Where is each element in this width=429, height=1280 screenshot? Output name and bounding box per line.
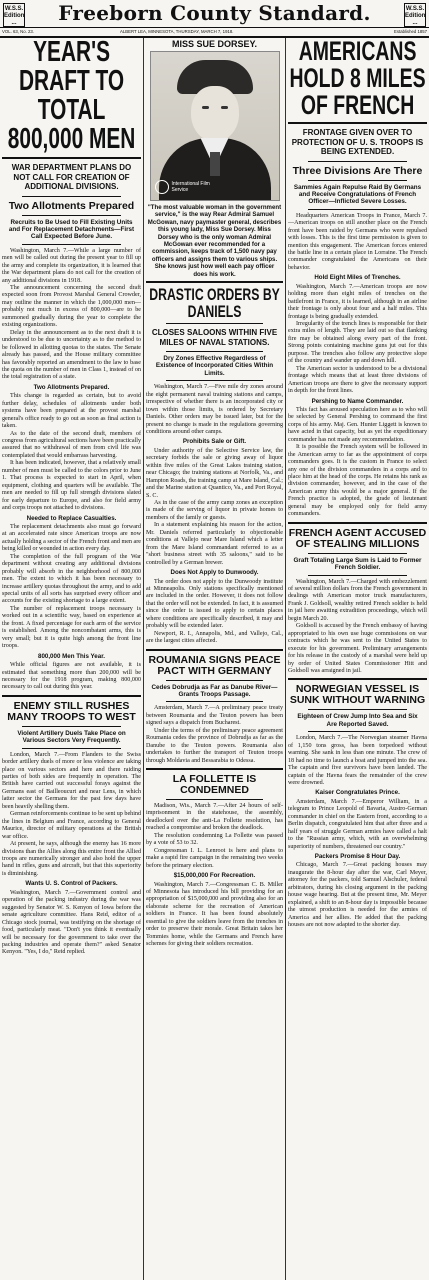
eye-shape <box>221 106 228 109</box>
paragraph: Delay in the announcement as to the next draft it is understood to be due to uncertainty as to the method to be followed in allotting quotas to the states. The Senate already has passed, and the House military committee has favorably reported an amendment to the law to base the quota on the number of men in Class 1, instead of on the total registration of a state. <box>2 329 141 381</box>
right-ear-line: Edition <box>405 13 426 19</box>
paragraph: Washington, March 7.—While a large number of men will be called out during the present year to fill up the army and complete its organization, it is learned that the War department plans do not call for the creation of any additional divisions in 1918. <box>2 247 141 284</box>
minor-heading: Prohibits Sale or Gift. <box>182 438 247 446</box>
headline-roumania: ROUMANIA SIGNS PEACE PACT WITH GERMANY <box>148 653 281 677</box>
column-3 <box>288 38 427 1280</box>
divider <box>308 553 407 554</box>
article-french-agent <box>288 579 427 676</box>
subdeck-sammies: Sammies Again Repulse Raid By Germans and Receive Congratulations of French Officer—Inflicted Severe Losses. <box>293 183 422 206</box>
paragraph: Goldsoll is accused by the French embassy of having appropriated to his own use huge commissions on war contracts which he was sent to the United States to execute for his government. Preliminary arrangements for his release in the custody of a marshal were held up by order of United States Commissioner Hitt and Goldsoll was arraigned in jail. <box>288 623 427 674</box>
paragraph: London, March 7.—From Flanders to the Swiss border artillery duels of more or less violence are taking place on various sectors and here and there raiding parties of both sides are frequently in operation. The British have carried out successful forays against the Germans east of Bailleoucurt and near Lens, in which latter sector the Germans for the past few days have been heavily shelling them. <box>2 751 141 810</box>
divider <box>166 380 263 381</box>
subdeck-dry-zones: Dry Zones Effective Regardless of Existence of Incorporated Cities Within Limits. <box>155 355 274 377</box>
photo-credit <box>155 180 218 194</box>
divider <box>22 748 121 749</box>
paragraph: Under authority of the Selective Service law, the secretary forbids the sale or giving away of liquor within five miles of the Great Lakes training station, near Chicago; the training stations at Norfolk, Va., and Hampton Roads, the training camp at Mare Island, Cal.; and the Marine station at Quantico, Va., and Port Royal, S. C. <box>146 447 283 499</box>
globe-icon <box>155 180 169 194</box>
deck-frontage: FRONTAGE GIVEN OVER TO PROTECTION OF U. S. TROOPS IS BEING EXTENDED. <box>291 128 424 156</box>
masthead <box>0 0 429 36</box>
paragraph: This fact has aroused speculation here as to who will be selected by General Pershing to command the first corps of his army. Maj. Gen. Hunter Liggett is known to have acted in that capacity, but as yet the expeditionary commander has not made any recommendation. <box>288 406 427 443</box>
paragraph: As to the date of the second draft, members of congress from agricultural sections have been practically assured that no withdrawal of men from civil life was contemplated that would embarrass harvesting. <box>2 430 141 459</box>
article-americans <box>288 213 427 519</box>
headline-americans: AMERICANS HOLD 8 MILES OF FRENCH <box>289 38 426 120</box>
newspaper-title: Freeborn County Standard. <box>58 1 371 25</box>
paragraph: Amsterdam, March 7.—Emperor William, in a telegram to Prince Leopold of Bavaria, Austro-German commander in chief on the Eastern front, according to a Berlin dispatch, congratulated him that after three and a half years of struggle German armies have called a halt to the "Russian army, which, with an overwhelming superiority of numbers, threatened our country." <box>288 798 427 850</box>
article-roumania <box>146 705 283 765</box>
left-ear-line: Edition <box>4 13 25 19</box>
divider <box>166 680 263 681</box>
photo-caption: "The most valuable woman in the government service," is the way Rear Admiral Samuel McGowan, navy paymaster general, describes this young lady, Miss Sue Dorsey. Miss Dorsey who is the only woman Admiral McGowan ever recommended for a commission, keeps track of 1,500 navy pay officers and assigns them to various ships. She knows just how well each pay officer does his work. <box>147 204 282 278</box>
paragraph: In a statement explaining his reason for the action, Mr. Daniels referred particularly to objectionable conditions at Vallejo near Mare Island which a letter from the Mare Island commandant referred to as a "short business street with 35 saloons," said to be controlled by a German brewer. <box>146 522 283 566</box>
paragraph: While official figures are not available, it is estimated that something more than 200,000 will be necessary for the 1918 program, making 800,000 necessary to call out during this year. <box>2 662 141 691</box>
divider <box>2 157 141 159</box>
subhead-divisions: Three Divisions Are There <box>292 164 423 177</box>
portrait-photo <box>150 51 280 201</box>
deck-saloons: CLOSES SALOONS WITHIN FIVE MILES OF NAVAL STATIONS. <box>151 328 278 347</box>
eye-shape <box>202 106 209 109</box>
paragraph: This change is regarded as certain, but to avoid further delay, schedules of allotments under both systems have been prepared at the provost marshal general's office ready to go out as soon as final action is taken. <box>2 393 141 430</box>
headline-norwegian-vessel: NORWEGIAN VESSEL IS SUNK WITHOUT WARNING <box>289 683 426 707</box>
paragraph: The order does not apply to the Dunwoody institute at Minneapolis. Only stations specifically mentioned are included in the order. However, it does not follow that the order will not be extended. In fact, it is assumed since the order is issued to apply to certain places where conditions are specifically described, it may and probably will be extended later. <box>146 578 283 630</box>
divider <box>308 209 407 210</box>
tie-shape <box>210 152 220 176</box>
minor-heading: Two Allotments Prepared. <box>33 383 110 391</box>
divider <box>22 244 121 245</box>
paragraph: The American sector is understood to be a divisional frontage which means that at least three divisions of American troops are there to give the necessary support in depth for the front lines. <box>288 365 427 395</box>
divider <box>288 678 427 680</box>
article-norwegian-vessel <box>288 735 427 929</box>
minor-heading: Pershing to Name Commander. <box>311 397 404 405</box>
place-and-date: ALBERT LEA, MINNESOTA, THURSDAY, MARCH 7, 1918. <box>120 29 234 34</box>
right-ear-line: W.S.S. <box>405 6 425 12</box>
subhead-allotments: Two Allotments Prepared <box>8 199 135 212</box>
headline-daniels: DRASTIC ORDERS BY DANIELS <box>149 285 280 322</box>
deck-dobrudja: Cedes Dobrudja as Far as Danube River—Grants Troops Passage. <box>151 683 278 698</box>
established-year: Established 1857 <box>394 29 427 34</box>
right-ear-box <box>404 3 426 27</box>
minor-heading: Packers Promise 8 Hour Day. <box>314 853 401 861</box>
divider <box>308 161 407 162</box>
paragraph: Under the terms of the preliminary peace agreement Roumania cedes the province of Dobrudja as far as the Danube to the Teuton powers. Roumania also undertakes to further the transport of Teuton troops through Moldavia and Bessarabia to Odessa. <box>146 727 283 764</box>
minor-heading: Wants U. S. Control of Packers. <box>25 880 118 888</box>
divider <box>308 575 407 576</box>
paragraph: Washington, March 7.—Congressman C. B. Miller of Minnesota has introduced his bill providing for an appropriation of $15,000,000 and providing also for an elaborate scheme for the recreation of American soldiers in France. It has been found absolutely essential to give the soldiers leave from the trenches in order to preserve their morale. Great Britain takes her Tommies home, while the Germans and French have schemes for giving their soldiers recreation. <box>146 881 283 948</box>
volume-number: VOL. 63, No. 23. <box>2 29 35 34</box>
headline-enemy-troops: ENEMY STILL RUSHES MANY TROOPS TO WEST <box>7 699 136 723</box>
deck-crew: Eighteen of Crew Jump Into Sea and Six Are Reported Saved. <box>297 713 418 728</box>
article-daniels <box>146 384 283 645</box>
divider <box>146 768 283 770</box>
divider <box>22 196 121 197</box>
paragraph: As in the case of the army camp zones an exception is made of the serving of liquor in private homes to members of the family or guests. <box>146 500 283 521</box>
minor-heading: $15,000,000 For Recreation. <box>173 872 256 880</box>
left-ear-box <box>3 3 25 27</box>
divider <box>146 281 283 283</box>
photo-credit-text: International Film Service <box>171 181 210 193</box>
paragraph: German reinforcements continue to be sent up behind the lines in Belgium and France, according to General Maurice, director of military operations at the British war office. <box>2 811 141 840</box>
article-draft <box>2 248 141 692</box>
deck-draft: WAR DEPARTMENT PLANS DO NOT CALL FOR CREATION OF ADDITIONAL DIVISIONS. <box>11 163 132 191</box>
divider <box>166 799 263 800</box>
paragraph: Irregularity of the trench lines is responsible for their extra miles of length. They are laid out so that flanking fire may be obtained along every part of the front. Strong points containing machine guns jut out for this purpose. The trenches also follow any protective slope of the country and wander up and down hill. <box>288 321 427 365</box>
paragraph: Congressman I. L. Lenroot is here and plans to make a rapid fire campaign in the remaining two weeks before the primary election. <box>146 847 283 869</box>
paragraph: At present, he says, although the enemy has 16 more divisions than the Allies along this entire front the Allied troops are numerically stronger and also hold the upper hand in rifles, guns and aircraft, but that this superiority is diminishing. <box>2 841 141 877</box>
minor-heading: Does Not Apply to Dunwoody. <box>170 569 259 577</box>
article-enemy-troops <box>2 752 141 957</box>
divider <box>308 180 407 181</box>
dateline-bar <box>0 27 429 38</box>
right-ear-line: ... <box>412 20 418 26</box>
paragraph: The resolution condemning La Follette was passed by a vote of 53 to 32. <box>146 832 283 847</box>
minor-heading: Hold Eight Miles of Trenches. <box>314 274 401 282</box>
headline-la-follette: LA FOLLETTE IS CONDEMNED <box>172 773 257 797</box>
deck-graft: Graft Totaling Large Sum is Laid to Former French Soldier. <box>293 556 422 572</box>
divider <box>288 522 427 524</box>
paragraph: The completion of the full program of the War department without creating any additional divisions probably will absorb in the neighborhood of 800,000 men. The extent to which it has been necessary to increase artillery quotas throughout the army, and to add special units of all sorts has surprised every officer and accounts for the existing shortage to a large extent. <box>2 553 141 605</box>
divider <box>22 215 121 216</box>
minor-heading: Kaiser Congratulates Prince. <box>315 789 400 797</box>
paragraph: London, March 7.—The Norwegian steamer Havna of 1,150 tons gross, has been torpedoed without warning. She sank in less than one minute. The crew of 18 had no time to launch a boat and jumped into the sea. The captain and five survivors have been landed. The captain of the Havna fears the remainder of the crew were drowned. <box>288 735 427 786</box>
divider <box>166 351 263 352</box>
headline-draft: YEAR'S DRAFT TO TOTAL 800,000 MEN <box>7 38 136 155</box>
paragraph: Madison, Wis., March 7.—After 24 hours of self-imprisonment in the statehouse, the assembly, deadlocked over the anti-La Follette resolution, has reached a compromise and broken the deadlock. <box>146 803 283 832</box>
paragraph: Chicago, March 7.—Great packing houses may inaugurate the 8-hour day after the war, Carl Meyer, attorney for the packers, told Samuel Alschuler, federal arbitrators, during his closing argument in the packing house wage hearing. But at the present time, Mr. Meyer explained, a shift to an 8-hour day is impossible because the utmost production is needed for the armies of America and her allies. He added that the packing houses are not now adapted to the shorter day. <box>288 862 427 929</box>
paragraph: It is possible the French system will be followed in the American army to far as the appointment of corps commanders goes. It is the custom in France to select any one of the division commanders in a corps and to place him at the head of the corps. He retains his rank as division commander, however, and in the case of the American army this would be a major general. If the French practice is adopted, the grade of lieutenant general may be employed only for field army commanders. <box>288 444 427 518</box>
article-la-follette <box>146 803 283 949</box>
paragraph: Washington, March 7.—Five mile dry zones around the eight permanent naval training stations and camps, irrespective of whether there is an incorporated city or town within those limits, is ordered by Secretary Daniels. Other orders may be issued later, but for the present no change is made in the regulations governing conditions around other camps. <box>146 384 283 435</box>
divider <box>22 726 121 727</box>
divider <box>308 709 407 710</box>
column-rule <box>143 38 144 1280</box>
left-ear-line: W.S.S. <box>4 6 24 12</box>
photo-label: MISS SUE DORSEY. <box>171 39 258 49</box>
headline-french-agent: FRENCH AGENT ACCUSED OF STEALING MILLIONS <box>288 526 427 550</box>
divider <box>166 323 263 324</box>
divider <box>166 701 263 702</box>
paragraph: It has been indicated, however, that a relatively small number of men must be called to the colors prior to June 1. That process is expected to start in April, when equipment, clothing and quarters will be available. The men are needed to fill up full strength divisions slated for early departure to Europe, and also for field army and corps troops not attached to divisions. <box>2 460 141 512</box>
divider <box>146 649 283 651</box>
divider <box>288 122 427 124</box>
paragraph: The replacement detachments also must go forward at an accelerated rate since American troops are now actually holding a sector of the French front and men are being killed or wounded in action every day. <box>2 523 141 553</box>
paragraph: The announcement concerning the second draft expected soon from Provost Marshal General Crowder, may outline the manner in which the 1,000,000 men—probably not much in excess of 800,000—are to be summoned gradually during the year to complete the existing organizations. <box>2 284 141 329</box>
paragraph: Washington, March 7.—Government control and operation of the packing industry during the war was suggested by Senator W. S. Kenyon of Iowa before the senate agriculture committee. Hans Reid, editor of a Chicago stock journal, was testifying on the shortage of food, particularly meat. "Don't you think it eventually will be necessary for the government to take over the packing industries and operate them?" asked Senator Kenyon. "Yes, I do," Reid replied. <box>2 889 141 956</box>
left-ear-line: ... <box>11 20 17 26</box>
paragraph: The number of replacement troops necessary is worked out in a scientific way, based on experience at the front. A fixed percentage for each arm of the service is established. Among the noncombatant arms, this is very small; but it is quite high among the front line troops. <box>2 605 141 650</box>
column-2 <box>146 38 283 1280</box>
minor-heading: 800,000 Men This Year. <box>38 652 105 660</box>
divider <box>308 731 407 732</box>
paragraph: Washington, March 7.—American troops are now holding more than eight miles of trenches on the battlefront in France, it is learned, although in an airline their frontage is only about four and a half miles. This frontage is being gradually extended. <box>288 283 427 320</box>
subdeck-recruits: Recruits to Be Used to Fill Existing Units and For Replacement Detachments—First Call Expected Before June. <box>8 218 135 241</box>
minor-heading: Needed to Replace Casualties. <box>26 514 117 522</box>
paragraph: Headquarters American Troops in France, March 7.—American troops on still another place on the French front have been raided by Germans who were repulsed with losses. This is the first time permission is given to mention this engagement. The American forces entered the battle line in a certain place in Lorraine. The French commander congratulated the Americans on their behavior. <box>288 212 427 271</box>
paragraph: Newport, R. I., Annapolis, Md., and Vallejo, Cal., are the largest cities affected. <box>146 630 283 645</box>
paragraph: Washington, March 7.—Charged with embezzlement of several million dollars from the French government in dealings with American motor truck manufacturers, Frank J. Goldsoll, wealthy retired French soldier is held in jail here awaiting extradition proceedings, which will begin March 20. <box>288 578 427 622</box>
paragraph: Amsterdam, March 7.—A preliminary peace treaty between Roumania and the Teuton powers has been signed says a dispatch from Bucharest. <box>146 705 283 727</box>
column-1 <box>2 38 141 1280</box>
face-shape <box>191 86 239 142</box>
column-rule <box>285 38 286 1280</box>
divider <box>2 695 141 697</box>
deck-artillery: Violent Artillery Duels Take Place on Various Sectors Very Frequently. <box>17 729 126 745</box>
